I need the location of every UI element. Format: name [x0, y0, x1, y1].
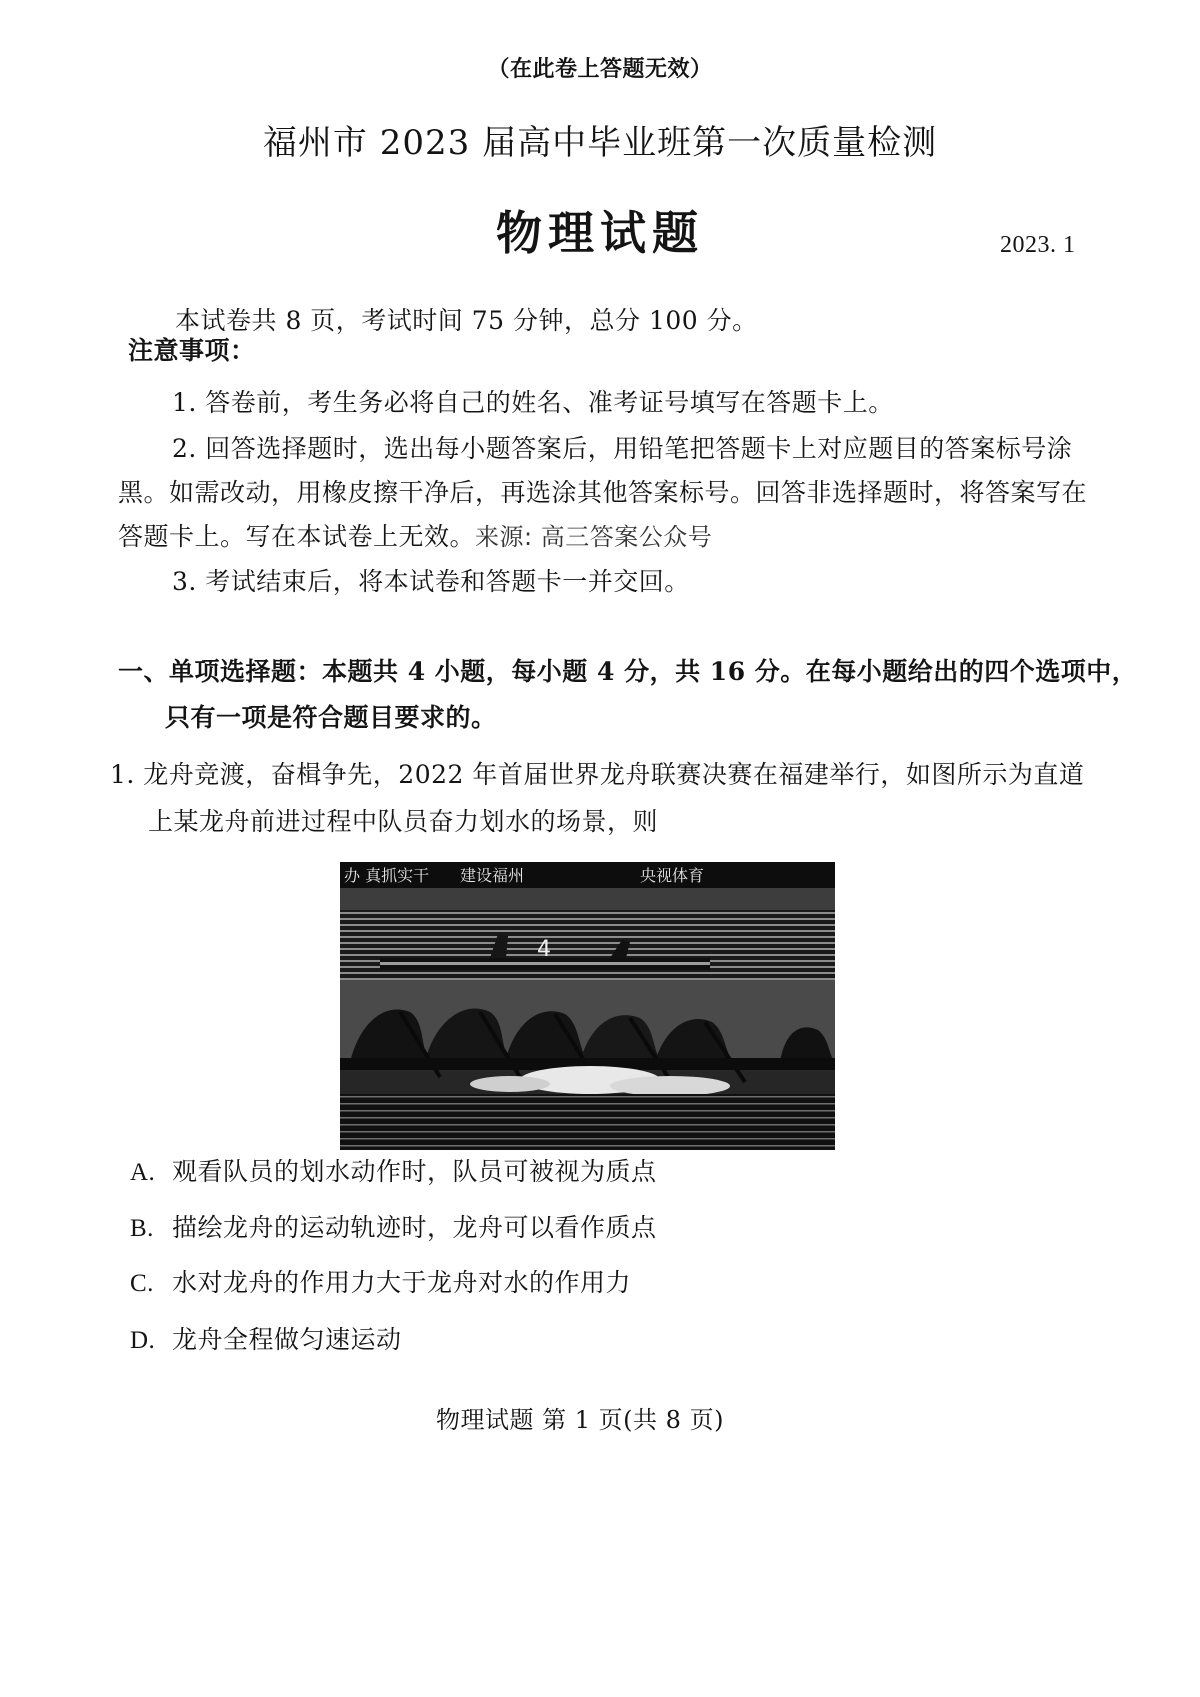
note-item-1: 1. 答卷前，考生务必将自己的姓名、准考证号填写在答题卡上。 — [172, 388, 894, 417]
option-a — [130, 1159, 657, 1185]
notes-heading: 注意事项： — [128, 336, 256, 365]
dragon-boat-photo — [340, 862, 835, 1150]
option-b-label: B. — [130, 1215, 154, 1242]
splash-3 — [470, 1076, 550, 1092]
option-b — [130, 1215, 657, 1241]
option-b-text: 描绘龙舟的运动轨迹时，龙舟可以看作质点 — [172, 1213, 657, 1242]
section-heading-line-2: 只有一项是符合题目要求的。 — [165, 703, 497, 732]
option-d-text: 龙舟全程做匀速运动 — [172, 1325, 402, 1354]
banner-text-middle: 建设福州 — [460, 866, 525, 885]
question-1-stem-line-2: 上某龙舟前进过程中队员奋力划水的场景，则 — [148, 807, 659, 836]
option-c-label: C. — [130, 1270, 154, 1297]
note-item-3: 3. 考试结束后，将本试卷和答题卡一并交回。 — [172, 567, 690, 596]
exam-date: 2023. 1 — [1000, 232, 1076, 258]
section-heading-line-1: 一、单项选择题：本题共 4 小题，每小题 4 分，共 16 分。在每小题给出的四个选项中， — [118, 657, 1138, 686]
splash-2 — [610, 1076, 730, 1096]
exam-title: 福州市 2023 届高中毕业班第一次质量检测 — [262, 123, 938, 163]
distant-boat-stripe — [380, 962, 710, 965]
banner-text-left: 办 真抓实干 — [344, 866, 430, 885]
banner-text-right: 央视体育 — [640, 866, 705, 885]
near-water — [340, 1094, 835, 1150]
question-1-stem-line-1: 1. 龙舟竞渡，奋楫争先，2022 年首届世界龙舟联赛决赛在福建举行，如图所示为直道 — [110, 760, 1085, 789]
option-a-label: A. — [130, 1159, 156, 1186]
option-d-label: D. — [130, 1327, 156, 1354]
far-water — [340, 910, 835, 990]
note-item-2-line-3 — [118, 524, 712, 549]
boat-number: 4 — [537, 937, 551, 962]
option-d — [130, 1327, 402, 1353]
subject-title: 物理试题 — [496, 206, 704, 260]
option-a-text: 观看队员的划水动作时，队员可被视为质点 — [172, 1157, 657, 1186]
option-c-text: 水对龙舟的作用力大于龙舟对水的作用力 — [172, 1268, 632, 1297]
invalid-answer-notice: （在此卷上答题无效） — [487, 56, 713, 82]
page-footer: 物理试题 第 1 页(共 8 页) — [436, 1406, 724, 1434]
exam-intro: 本试卷共 8 页，考试时间 75 分钟，总分 100 分。 — [175, 306, 758, 335]
option-c — [130, 1270, 631, 1296]
note-item-2-line-3-text: 答题卡上。写在本试卷上无效。 — [118, 522, 476, 551]
grandstand-band — [340, 888, 835, 910]
note-item-2-line-1: 2. 回答选择题时，选出每小题答案后，用铅笔把答题卡上对应题目的答案标号涂 — [172, 434, 1073, 463]
source-note: 来源: 高三答案公众号 — [475, 523, 713, 551]
note-item-2-line-2: 黑。如需改动，用橡皮擦干净后，再选涂其他答案标号。回答非选择题时，将答案写在 — [118, 478, 1088, 507]
